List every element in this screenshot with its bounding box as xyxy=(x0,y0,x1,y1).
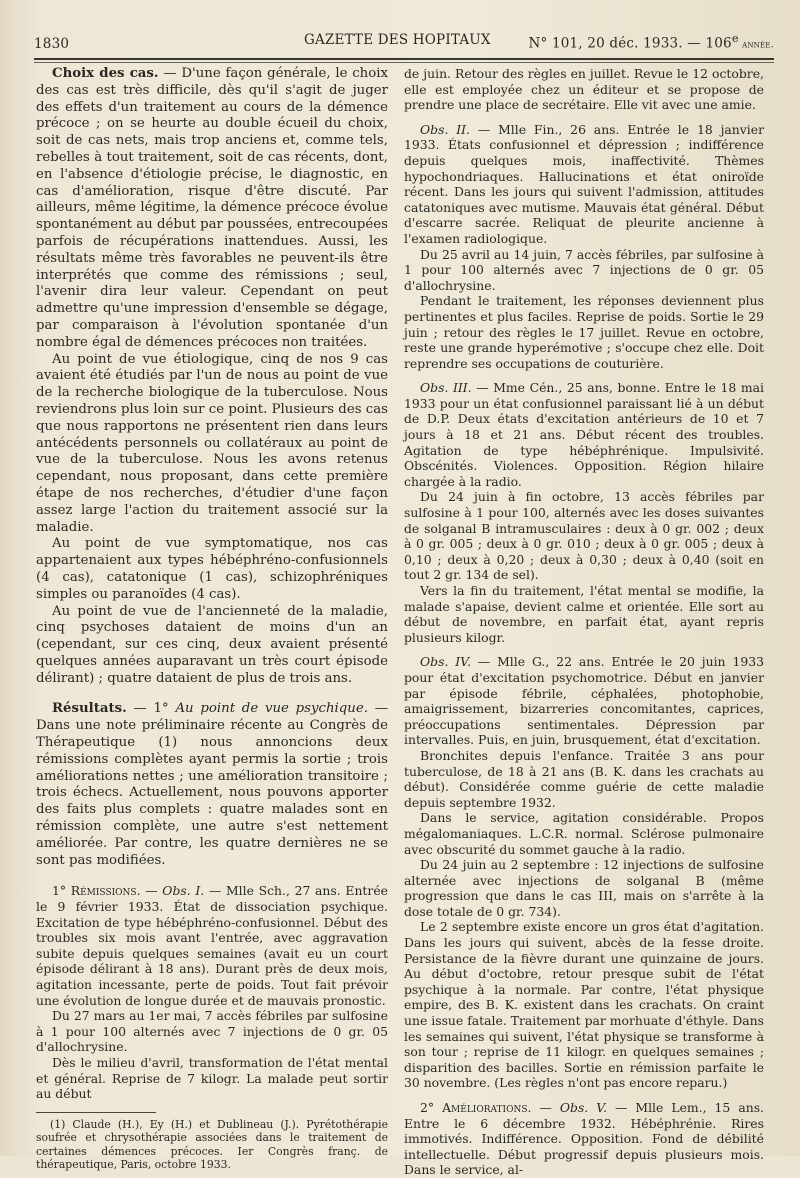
text-choix-des-cas: — D'une façon générale, le choix des cas est très difficile, dès qu'il s'agit de juger des effets d'un traitement au cours de la démence précoce ; on se heurte au double écueil du choix, soit de cas nets, mais trop anciens et, comme tels, rebelles à tout traitement, soit de cas récents, dont, en l'absence d'étiologie précise, le diagnostic, en cas d'amélioration, risque d'être discuté. Par ailleurs, même légitime, la démence précoce évolue spontanément au début par poussées, entrecoupées parfois de récupérations inattendues. Aussi, les résultats même très favorables ne peuvent-ils être interprétés que comme des rémissions ; seul, l'avenir dira leur valeur. Cependant on peut admettre qu'une impression d'ensemble se dégage, par comparaison à l'évolution spontanée d'un nombre égal de démences précoces non traitées. xyxy=(36,66,388,350)
footnote-rule xyxy=(36,1112,156,1113)
obs-2-evolution: Pendant le traitement, les réponses deviennent plus pertinentes et plus faciles. Reprise de poids. Sortie le 29 juin ; retour des règles le 17 juillet. Revue en octobre, reste une grande hyperémotive ; s'occupe chez elle. Doit reprendre ses occupations de couturière. xyxy=(404,293,764,371)
heading-remissions: 1° Rémissions. xyxy=(52,883,141,899)
obs-4-treatment: Du 24 juin au 2 septembre : 12 injections de sulfosine alternée avec injections de solganal B (même progression que dans le cas III, mais on s'arrête à la dose totale de 0 gr. 734). xyxy=(404,857,764,919)
obs-1-end: de juin. Retour des règles en juillet. Revue le 12 octobre, elle est employée chez un éditeur et se propose de prendre une place de secrétaire. Elle vit avec une amie. xyxy=(404,66,764,113)
paragraph-resultats xyxy=(36,701,388,869)
heading-choix-des-cas: Choix des cas. xyxy=(52,66,159,81)
running-header xyxy=(34,30,774,54)
obs-1-evolution: Dès le milieu d'avril, transformation de l'état mental et général. Reprise de 7 kilogr. La malade peut sortir au début xyxy=(36,1054,388,1102)
resultats-subheading: Au point de vue psychique. xyxy=(175,701,368,717)
right-column xyxy=(404,66,764,1178)
heading-resultats: Résultats. xyxy=(52,701,127,717)
paragraph-obs-4 xyxy=(404,654,764,748)
obs-1-text: — Mlle Sch., 27 ans. Entrée le 9 février 1933. État de dissociation psychique. Excitation de type hébéphréno-confusionnel. Début des troubles six mois avant l'entrée, avec aggravation subite depuis quelques semaines (avait eu un court épisode délirant à 18 ans). Durant près de deux mois, agitation incessante, perte de poids. Tout fait prévoir une évolution de longue durée et de mauvais pronostic. xyxy=(36,883,388,1008)
page-number: 1830 xyxy=(34,36,70,52)
obs-4-service: Dans le service, agitation considérable. Propos mégalomaniaques. L.C.R. normal. Sclérose pulmonaire avec obscurité du sommet gauche à la radio. xyxy=(404,810,764,857)
paragraph-etiologique: Au point de vue étiologique, cinq de nos 9 cas avaient été étudiés par l'un de nous au point de vue de la recherche biologique de la tuberculose. Nous reviendrons plus loin sur ce point. Plusieurs des cas que nous rapportons ne présentent rien dans leurs antécédents personnels ou collatéraux au point de vue de la tuberculose. Nous les avons retenus cependant, nous proposant, dans cette première étape de nos recherches, d'étudier d'une façon assez large l'action du traitement associé sur la maladie. xyxy=(36,351,388,535)
resultats-dash: — 1° xyxy=(126,701,176,717)
obs-4-evolution: Le 2 septembre existe encore un gros état d'agitation. Dans les jours qui suivent, abcès de la fesse droite. Persistance de la fièvre durant une quinzaine de jours. Au début d'octobre, retour presque subit de l'état psychique à la normale. Par contre, l'état physique empire, des B. K. existent dans les crachats. On craint une issue fatale. Traitement par morhuate d'éthyle. Dans les semaines qui suivent, l'état physique se transforme à son tour ; reprise de 11 kilogr. en quelques semaines ; disparition des bacilles. Sortie en rémission parfaite le 30 novembre. (Les règles n'ont pas encore reparu.) xyxy=(404,919,764,1091)
paragraph-obs-3 xyxy=(404,380,764,489)
footnote-text: (1) Claude (H.), Ey (H.) et Dublineau (J.). Pyrétothérapie soufrée et chrysothérapie associées dans le traitement de certaines démences précoces. Ier Congrès franç. de thérapeutique, Paris, octobre 1933. xyxy=(36,1117,388,1171)
obs-4-history: Bronchites depuis l'enfance. Traitée 3 ans pour tuberculose, de 18 à 21 ans (B. K. dans les crachats au début). Considérée comme guérie de cette maladie depuis septembre 1932. xyxy=(404,747,764,810)
obs-5-label: Obs. V. xyxy=(559,1100,607,1115)
obs-2-label: Obs. II. xyxy=(420,121,470,137)
remissions-dash: — xyxy=(140,883,163,899)
left-column xyxy=(36,66,388,1171)
journal-title: GAZETTE DES HOPITAUX xyxy=(304,32,491,48)
paragraph-obs-1 xyxy=(36,883,388,1008)
obs-4-text: — Mlle G., 22 ans. Entrée le 20 juin 1933 pour état d'excitation psychomotrice. Début en janvier par épisode fébrile, céphalées, photophobie, amaigrissement, bizarreries concomitantes, caprices, préoccupations sentimentales. Dépression par intervalles. Puis, en juin, brusquement, état d'excitation. xyxy=(404,654,764,748)
obs-5-text: — Mlle Lem., 15 ans. Entre le 6 décembre 1932. Hébéphrénie. Rires immotivés. Indifférence. Opposition. Fond de débilité intellectuelle. Début progressif depuis plusieurs mois. Dans le service, al- xyxy=(404,1100,764,1178)
issue-superscript: e xyxy=(731,32,739,45)
paragraph-obs-5 xyxy=(404,1100,764,1178)
obs-2-text: — Mlle Fin., 26 ans. Entrée le 18 janvier 1933. États confusionnel et dépression ; indifférence depuis quelques mois, inaffectivité. Thèmes hypochondriaques. Hallucinations et état oniroïde récent. Dans les jours qui suivent l'admission, attitudes catatoniques avec mutisme. Mauvais état général. Début d'escarre sacrée. Reliquat de pleurite ancienne à l'examen radiologique. xyxy=(404,121,764,246)
obs-3-label: Obs. III. xyxy=(420,380,472,396)
paragraph-obs-2 xyxy=(404,122,764,247)
ameliorations-dash: — xyxy=(531,1100,560,1115)
obs-4-label: Obs. IV. xyxy=(420,654,471,670)
heading-ameliorations: 2° Améliorations. xyxy=(420,1100,532,1115)
obs-2-treatment: Du 25 avril au 14 juin, 7 accès fébriles, par sulfosine à 1 pour 100 alternés avec 7 injections de 0 gr. 05 d'allochrysine. xyxy=(404,246,764,293)
paragraph-choix-des-cas xyxy=(36,66,388,352)
obs-3-evolution: Vers la fin du traitement, l'état mental se modifie, la malade s'apaise, devient calme et orientée. Elle sort au début de novembre, en parfait état, ayant repris plusieurs kilogr. xyxy=(404,583,764,645)
issue-info xyxy=(528,32,774,52)
issue-number: N° 101, 20 déc. 1933. — 106 xyxy=(528,35,732,52)
text-resultats: — Dans une note préliminaire récente au Congrès de Thérapeutique (1) nous annoncions deux rémissions complètes ayant permis la sortie ; trois améliorations nettes ; une amélioration transitoire ; trois échecs. Actuellement, nous pouvons apporter des faits plus complets : quatre malades sont en rémission complète, une autre s'est nettement améliorée. Par contre, les quatre dernières ne se sont pas modifiées. xyxy=(36,701,388,868)
paragraph-symptomatique: Au point de vue symptomatique, nos cas appartenaient aux types hébéphréno-confusionnels (4 cas), catatonique (1 cas), schizophréniques simples ou paranoïdes (4 cas). xyxy=(36,536,388,602)
obs-3-text: — Mme Cén., 25 ans, bonne. Entre le 18 mai 1933 pour un état confusionnel paraissant lié à un début de D.P. Deux états d'excitation antérieurs de 10 et 7 jours à 18 et 21 ans. Début récent des troubles. Agitation de type hébéphrénique. Impulsivité. Obscénités. Violences. Opposition. Région hilaire chargée à la radio. xyxy=(404,380,764,489)
footnote xyxy=(36,1118,388,1172)
obs-1-treatment: Du 27 mars au 1er mai, 7 accès fébriles par sulfosine à 1 pour 100 alternés avec 7 injections de 0 gr. 05 d'allochrysine. xyxy=(36,1008,388,1055)
issue-suffix: année. xyxy=(738,39,774,51)
obs-3-treatment: Du 24 juin à fin octobre, 13 accès fébriles par sulfosine à 1 pour 100, alternés avec les doses suivantes de solganal B intramusculaires : deux à 0 gr. 002 ; deux à 0 gr. 005 ; deux à 0 gr. 010 ; deux à 0 gr. 005 ; deux à 0,10 ; deux à 0,20 ; deux à 0,30 ; deux à 0,40 (soit en tout 2 gr. 134 de sel). xyxy=(404,489,764,583)
obs-1-label: Obs. I. xyxy=(162,883,205,899)
header-rule xyxy=(34,58,774,63)
paragraph-anciennete: Au point de vue de l'ancienneté de la maladie, cinq psychoses dataient de moins d'un an (cependant, sur ces cinq, deux avaient présenté quelques années auparavant un très court épisode délirant) ; quatre dataient de plus de trois ans. xyxy=(36,603,388,686)
